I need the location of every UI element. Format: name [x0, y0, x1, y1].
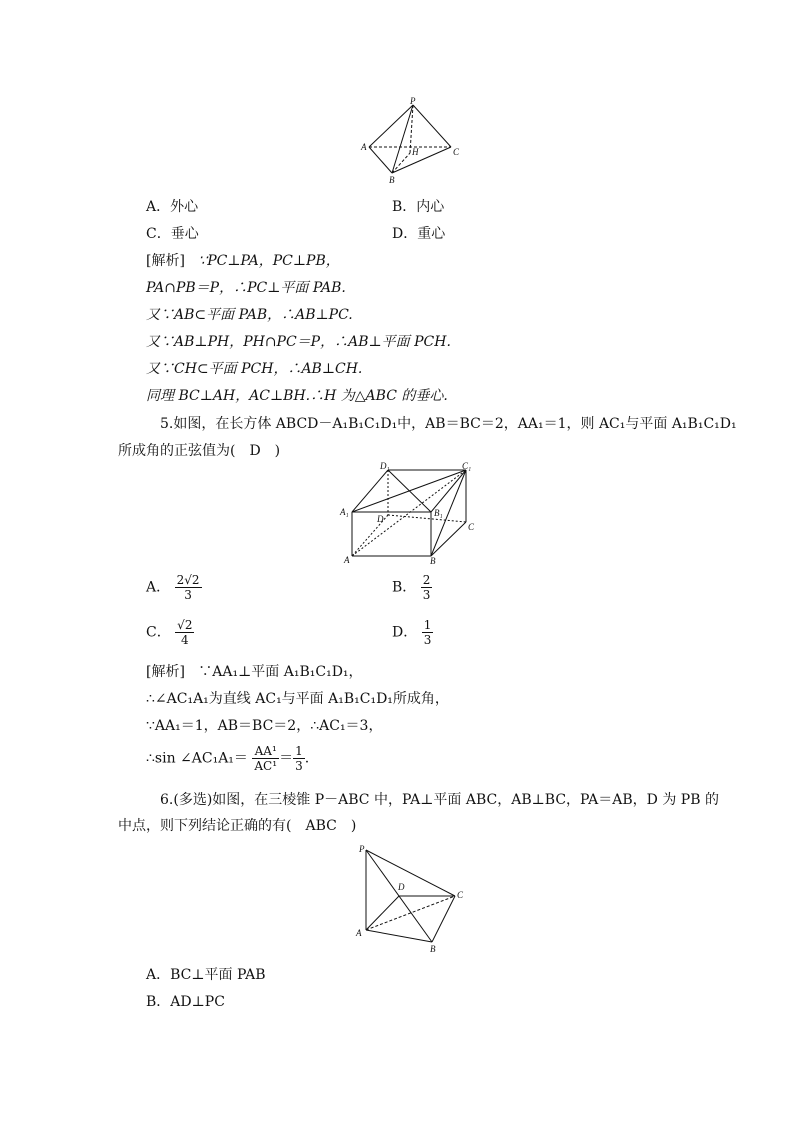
analysis-tag: [解析]: [146, 253, 185, 269]
q4-analysis-line-2: PA∩PB＝P，∴PC⊥平面 PAB.: [146, 280, 346, 296]
pyramid-figure-1: [355, 95, 470, 185]
q4-analysis-line-1: [解析] ∵PC⊥PA，PC⊥PB，: [146, 253, 340, 269]
q5-option-c: C． $\frac{√2}{4}$: [146, 618, 193, 647]
q5-stem-line-2: 所成角的正弦值为( D ): [118, 443, 281, 459]
label-A1: A₁: [340, 507, 349, 517]
q5-option-b: B． $\frac{2}{3}$: [392, 573, 431, 602]
q5-option-a: A． $\frac{2√2}{3}$: [146, 573, 200, 602]
label-B: B: [430, 944, 436, 954]
q5-analysis-line-3: ∵AA₁＝1，AB＝BC＝2，∴AC₁＝3，: [146, 718, 383, 734]
q4-analysis-line-4: 又∵AB⊥PH，PH∩PC＝P，∴AB⊥平面 PCH.: [146, 334, 451, 350]
label-A: A: [356, 928, 362, 938]
label-B: B: [430, 556, 436, 566]
label-B1: B₁: [434, 508, 443, 518]
q5-analysis-line-1: [解析] ∵AA₁⊥平面 A₁B₁C₁D₁，: [146, 664, 363, 680]
label-C1: C₁: [462, 462, 472, 471]
label-C: C: [457, 890, 464, 900]
q5-analysis-line-4: ∴sin ∠AC₁A₁＝ $\frac{\text{AA¹}}{\text{AC¹}}$ ＝ $\frac{1}{3}$ .: [146, 744, 310, 773]
label-C: C: [468, 522, 475, 532]
label-P: P: [359, 844, 365, 854]
q6-option-a: A．BC⊥平面 PAB: [146, 967, 266, 983]
q5-option-d: D． $\frac{1}{3}$: [392, 618, 432, 647]
q4-analysis-line-5: 又∵CH⊂平面 PCH，∴AB⊥CH.: [146, 361, 363, 377]
q6-stem-line-1: 6.(多选)如图，在三棱锥 P－ABC 中，PA⊥平面 ABC，AB⊥BC，PA＝AB，D 为 PB 的: [160, 792, 719, 808]
q4-option-b: B．内心: [392, 199, 445, 215]
label-D1: D₁: [380, 462, 390, 471]
label-D: D: [377, 514, 384, 524]
label-D: D: [398, 882, 405, 892]
cuboid-figure: [338, 462, 488, 572]
q4-analysis-line-3: 又∵AB⊂平面 PAB，∴AB⊥PC.: [146, 307, 353, 323]
label-B: B: [389, 175, 395, 185]
q6-option-b: B．AD⊥PC: [146, 994, 225, 1010]
label-H: H: [412, 147, 419, 157]
q4-option-c: C．垂心: [146, 226, 199, 242]
analysis-tag: [解析]: [146, 664, 185, 680]
q4-analysis-line-6: 同理 BC⊥AH，AC⊥BH.∴H 为△ABC 的垂心.: [146, 388, 448, 404]
label-A: A: [344, 555, 350, 565]
tetrahedron-figure: [352, 840, 472, 958]
label-P: P: [410, 96, 416, 106]
q4-option-a: A．外心: [146, 199, 199, 215]
q6-stem-line-2: 中点，则下列结论正确的有( ABC ): [118, 818, 357, 834]
label-C: C: [453, 147, 460, 157]
q5-analysis-line-2: ∴∠AC₁A₁为直线 AC₁与平面 A₁B₁C₁D₁所成角，: [146, 691, 449, 707]
q5-stem-line-1: 5.如图，在长方体 ABCD－A₁B₁C₁D₁中，AB＝BC＝2，AA₁＝1，则 AC₁与平面 A₁B₁C₁D₁: [160, 416, 737, 432]
q4-option-d: D．重心: [392, 226, 446, 242]
label-A: A: [361, 142, 367, 152]
